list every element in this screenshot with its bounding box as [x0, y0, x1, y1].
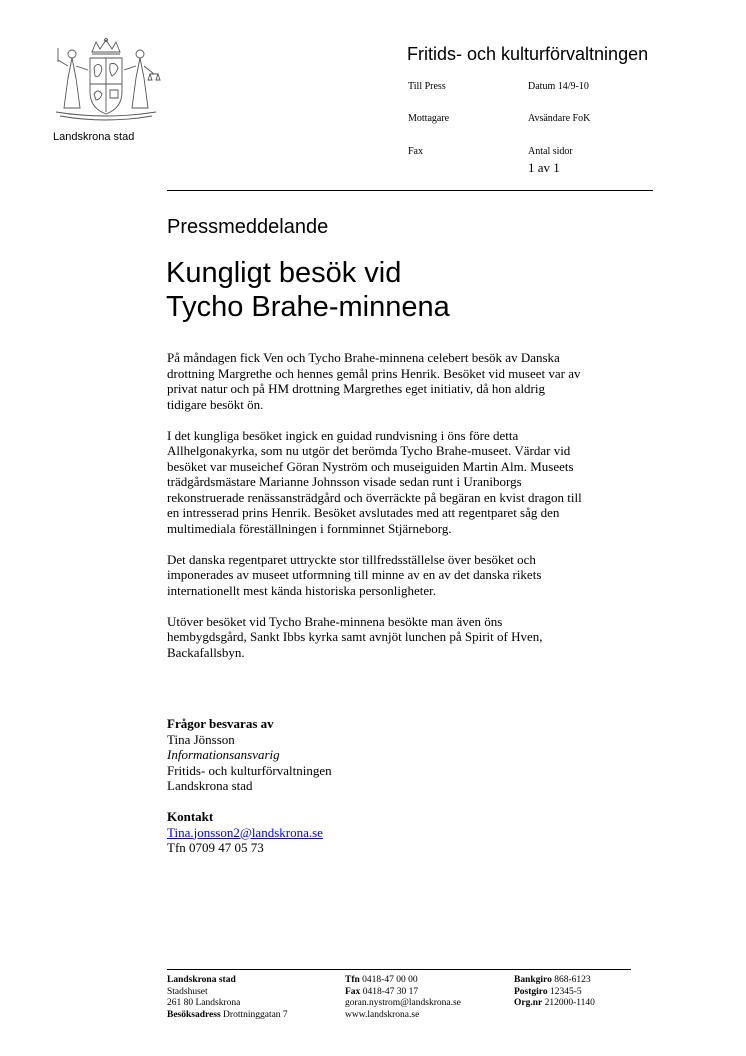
- footer-bankgiro-value: 868-6123: [554, 975, 591, 985]
- paragraph: [167, 552, 667, 599]
- text-line: Allhelgonakyrka, som nu utgör det berömda Tycho Brahe-museet. Värdar vid: [167, 443, 571, 458]
- pages-value: 1 av 1: [528, 160, 560, 175]
- footer-tfn-label: Tfn: [345, 975, 360, 985]
- footer-visit-value: Drottninggatan 7: [223, 1009, 288, 1020]
- footer-postgiro-label: Postgiro: [514, 986, 548, 997]
- contact-name: Tina Jönsson: [167, 731, 235, 747]
- text-line: en intresserad prins Henrik. Besöket avslutades med att regentparet såg den: [167, 505, 560, 520]
- to-field: Till Press: [408, 81, 446, 92]
- text-line: trädgårdsmästare Marianne Johnsson visade sedan runt i Uraniborgs: [167, 474, 522, 489]
- paragraph: [167, 614, 667, 661]
- footer-fax-label: Fax: [345, 986, 361, 997]
- text-line: tidigare besökt ön.: [167, 396, 264, 412]
- paragraph: [167, 350, 667, 412]
- text-line: rekonstruerade renässansträdgård och överräckte på begäran en kvist dragon till: [167, 489, 582, 505]
- headline: [166, 256, 450, 324]
- footer-divider: [167, 969, 631, 970]
- text-line: internationellt mest kända historiska personligheter.: [167, 582, 436, 598]
- footer-email: goran.nystrom@landskrona.se: [345, 998, 461, 1008]
- sender-field: Avsändare FoK: [528, 113, 591, 124]
- body-text: [167, 350, 667, 676]
- document-kicker: Pressmeddelande: [167, 216, 329, 238]
- questions-heading: Frågor besvaras av: [167, 716, 274, 731]
- text-line: drottning Margrethe och hennes gemål prins Henrik. Besöket vid museet var av: [167, 365, 581, 381]
- coat-of-arms-icon: [50, 38, 162, 126]
- footer-bankgiro: [514, 975, 595, 987]
- paragraph: [167, 428, 667, 537]
- logo: [40, 38, 170, 148]
- text-line: imponerades av museet utformning till minne av en av det danska rikets: [167, 567, 542, 582]
- footer-postgiro-value: 12345-5: [549, 986, 582, 997]
- header-divider: [167, 190, 653, 191]
- footer-visit-label: Besöksadress: [167, 1009, 221, 1020]
- footer-communication: [345, 975, 461, 1021]
- contact-role: Informationsansvarig: [167, 747, 280, 762]
- logo-name: Landskrona stad: [53, 131, 135, 143]
- footer-web: www.landskrona.se: [345, 1009, 420, 1020]
- footer-building: Stadshuset: [167, 986, 208, 997]
- pages-label: Antal sidor: [528, 146, 573, 157]
- footer-visit: [167, 1010, 288, 1022]
- fax-field: Fax: [408, 146, 423, 157]
- footer-org-name: Landskrona stad: [167, 975, 236, 985]
- contact-organization: Landskrona stad: [167, 778, 253, 793]
- department-title: Fritids- och kulturförvaltningen: [407, 44, 649, 64]
- footer-bankgiro-label: Bankgiro: [514, 975, 552, 985]
- text-line: hembygdsgård, Sankt Ibbs kyrka samt avnjöt lunchen på Spirit of Hven,: [167, 629, 543, 644]
- footer-postal: 261 80 Landskrona: [167, 998, 241, 1008]
- contact-heading: Kontakt: [167, 809, 214, 824]
- text-line: På måndagen fick Ven och Tycho Brahe-minnena celebert besök av Danska: [167, 350, 560, 365]
- recipient-field: Mottagare: [408, 113, 450, 124]
- footer-orgnr-label: Org.nr: [514, 998, 543, 1008]
- text-line: Det danska regentparet uttryckte stor tillfredsställelse över besöket och: [167, 551, 536, 567]
- contact-department: Fritids- och kulturförvaltningen: [167, 762, 332, 778]
- footer-postgiro: [514, 987, 595, 999]
- email-link[interactable]: Tina.jonsson2@landskrona.se: [167, 824, 323, 840]
- text-line: privat natur och på HM drottning Margrethes eget initiativ, då hon aldrig: [167, 381, 545, 396]
- footer-banking: [514, 975, 595, 1010]
- text-line: multimediala föreställningen i fornminnet Stjärneborg.: [167, 520, 452, 536]
- footer-fax-value: 0418-47 30 17: [362, 986, 419, 997]
- contact-phone: Tfn 0709 47 05 73: [167, 840, 264, 855]
- footer-address: [167, 975, 288, 1021]
- headline-line: Tycho Brahe-minnena: [166, 291, 450, 323]
- contact-block: [167, 716, 332, 856]
- text-line: besöket var museichef Göran Nyström och museiguiden Martin Alm. Museets: [167, 458, 574, 474]
- footer-tfn: [345, 975, 461, 987]
- date-field: Datum 14/9-10: [528, 81, 589, 92]
- footer-fax: [345, 987, 461, 999]
- footer-tfn-value: 0418-47 00 00: [362, 975, 418, 985]
- text-line: Backafallsbyn.: [167, 644, 245, 660]
- headline-line: Kungligt besök vid: [166, 257, 402, 289]
- footer-orgnr: [514, 998, 595, 1010]
- footer-orgnr-value: 212000-1140: [544, 998, 595, 1008]
- text-line: Utöver besöket vid Tycho Brahe-minnena besökte man även öns: [167, 613, 503, 629]
- text-line: I det kungliga besöket ingick en guidad rundvisning i öns före detta: [167, 427, 519, 443]
